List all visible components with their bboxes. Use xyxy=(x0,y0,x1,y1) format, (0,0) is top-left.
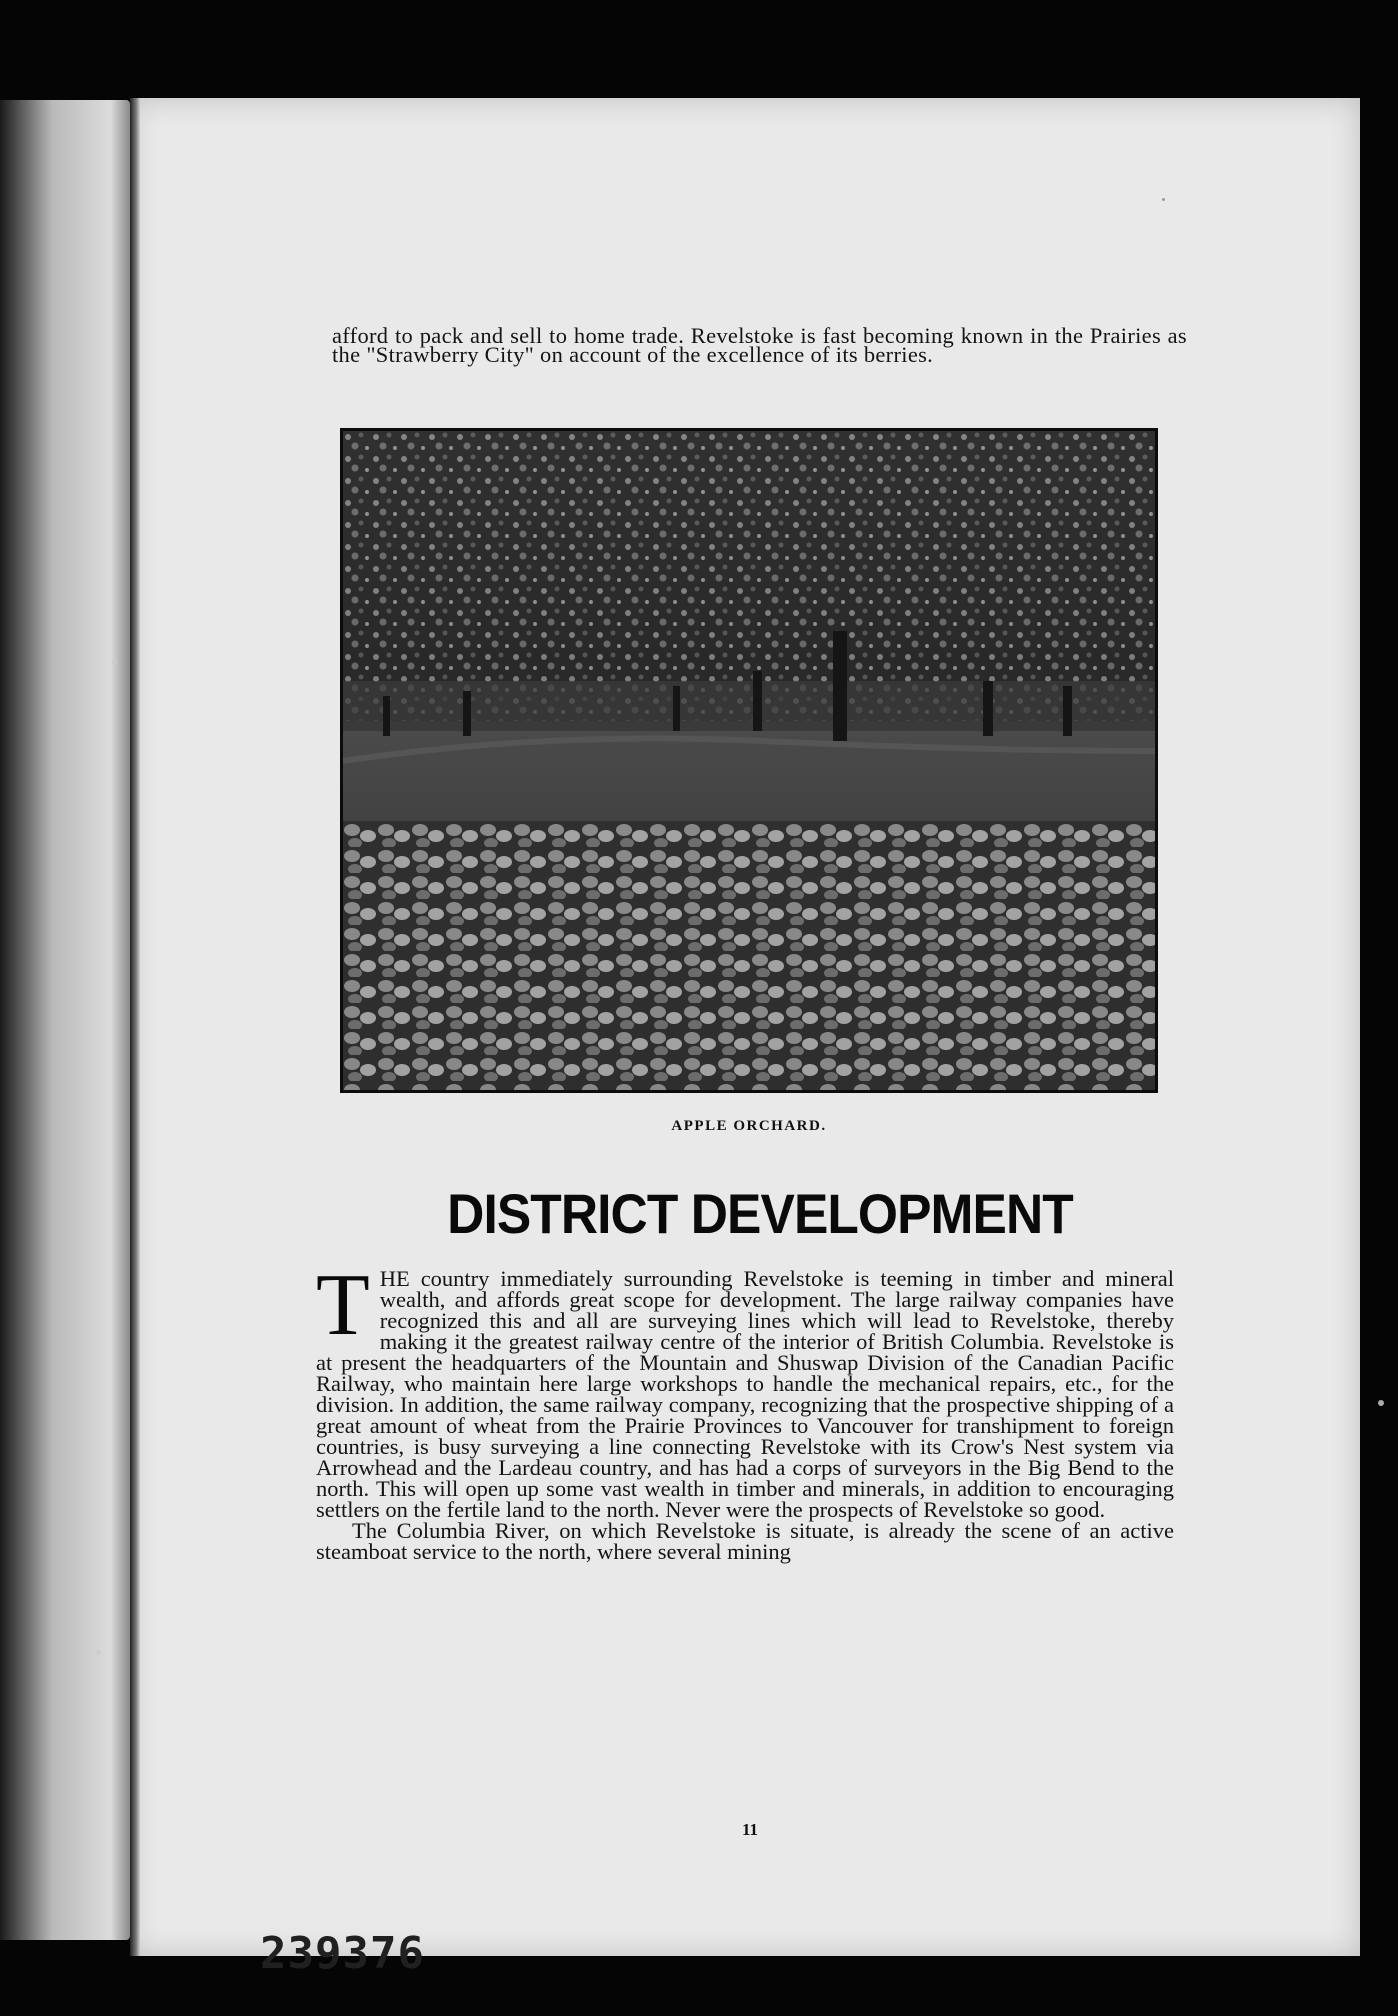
page-number: 11 xyxy=(741,1820,759,1839)
left-page-edge xyxy=(0,100,130,1940)
paper-speck xyxy=(96,1650,101,1655)
apple-orchard-photo xyxy=(340,428,1158,1093)
section-heading: DISTRICT DEVELOPMENT xyxy=(447,1182,1073,1245)
paper-speck xyxy=(1162,198,1165,201)
body-paragraph-1: HE country immediately surrounding Revelstoke is teeming in timber and mineral wealth, and affords great scope for development. The large railway companies have recognized this and all are surveying lines which will lead to Revelstoke, thereby making it the greatest railway centre of the interior of British Columbia. Revelstoke is at present the headquarters of the Mountain and Shuswap Division of the Canadian Pacific Railway, who maintain here large workshops to handle the mechanical repairs, etc., for the division. In addition, the same railway company, recognizing that the prospective shipping of a great amount of wheat from the Prairie Provinces to Vancouver for transhipment to foreign countries, is busy surveying a line connecting Revelstoke with its Crow's Nest system via Arrowhead and the Lardeau country, and has had a corps of surveyors in the Big Bend to the north. This will open up some vast wealth in timber and minerals, in addition to encouraging settlers on the fertile land to the north. Never were the prospects of Revelstoke so good. xyxy=(316,1266,1174,1522)
photo-caption: APPLE ORCHARD. xyxy=(671,1118,827,1134)
paper-speck xyxy=(112,660,117,665)
page-gutter xyxy=(130,98,140,1956)
book-page xyxy=(130,98,1360,1979)
section-body xyxy=(316,1257,1174,1564)
paper-speck xyxy=(1378,1400,1384,1406)
accession-stamp: 239376 xyxy=(260,1928,425,1979)
body-paragraph-2: The Columbia River, on which Revelstoke is situate, is already the scene of an active steamboat service to the north, where several mining xyxy=(316,1518,1174,1564)
intro-paragraph: afford to pack and sell to home trade. Revelstoke is fast becoming known in the Prairies as the "Strawberry City" on account of the excellence of its berries. xyxy=(332,323,1187,367)
drop-cap: T xyxy=(316,1257,370,1354)
